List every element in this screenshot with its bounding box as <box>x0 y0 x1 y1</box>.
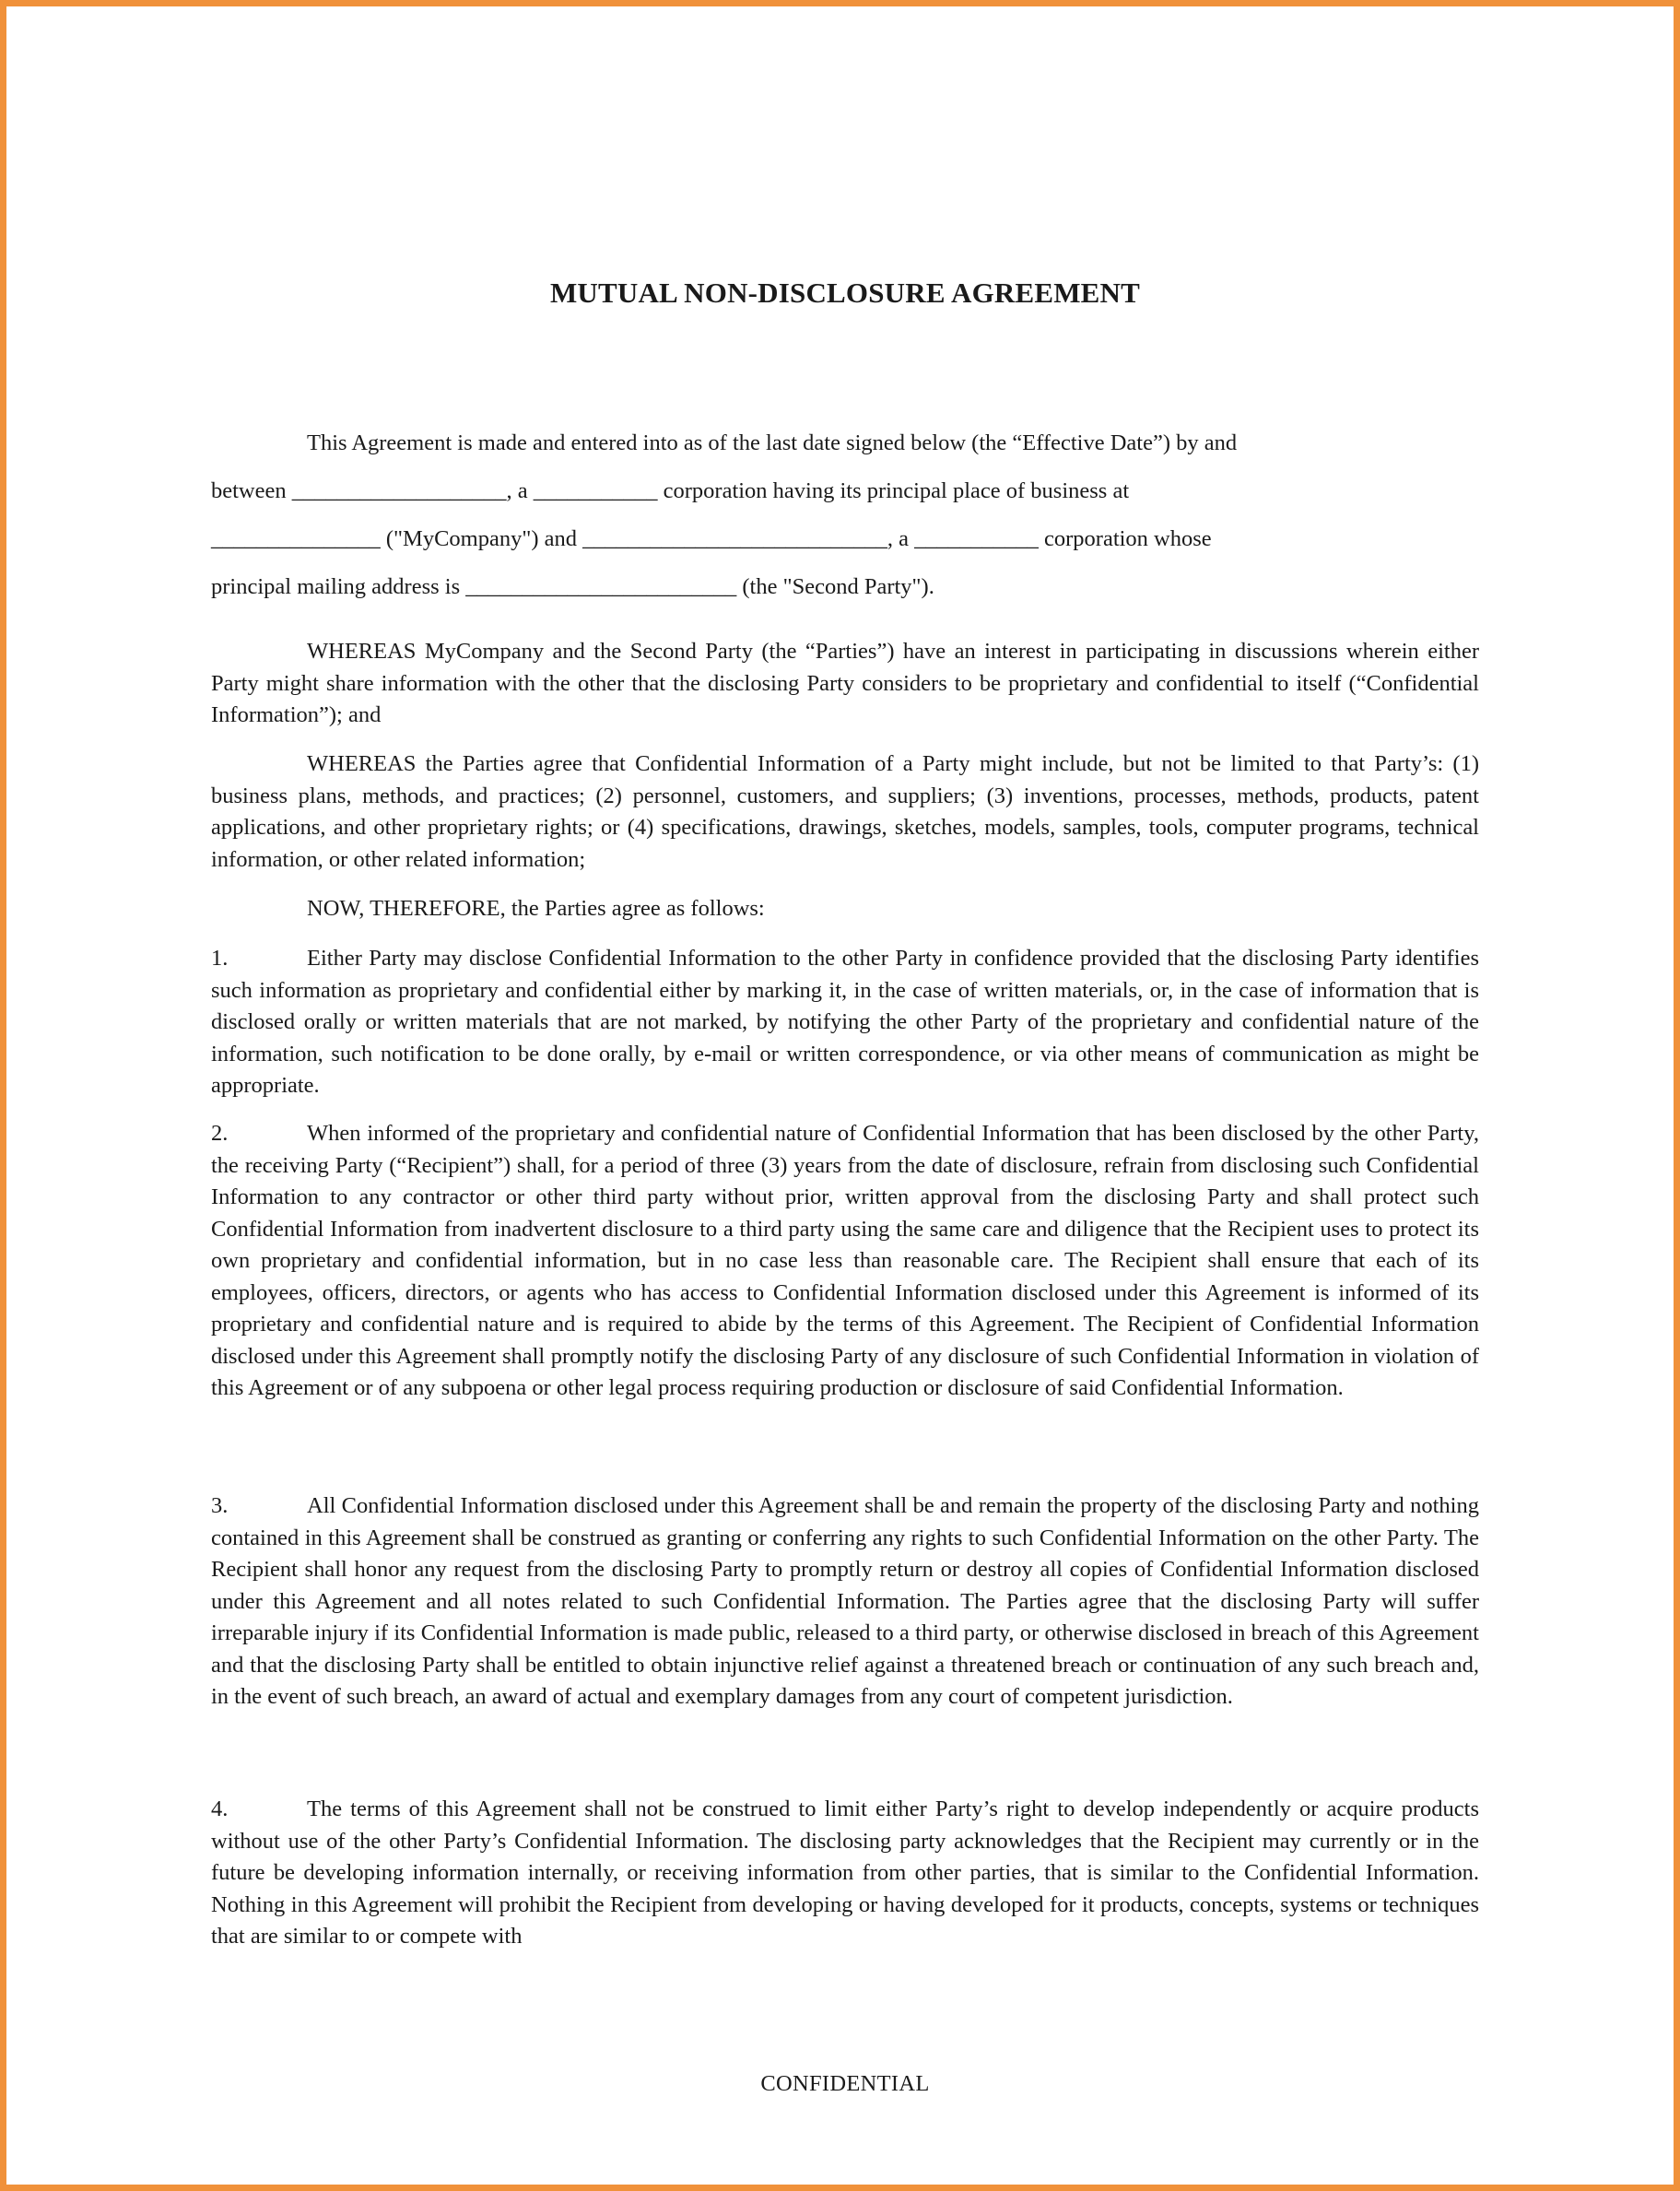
section-number: 1. <box>211 946 229 971</box>
section-text: All Confidential Information disclosed under this Agreement shall be and remain the property of the disclosing Party and nothing contained in this Agreement shall be construed as granting or conferring any rights to such Confidential Information on the other Party. The Recipient shall honor any request from the disclosing Party to promptly return or destroy all copies of Confidential Information disclosed under this Agreement and all notes related to such Confidential Information. The Parties agree that the disclosing Party will suffer irreparable injury if its Confidential Information is made public, released to a third party, or otherwise disclosed in breach of this Agreement and that the disclosing Party shall be entitled to obtain injunctive relief against a threatened breach or continuation of any such breach and, in the event of such breach, an award of actual and exemplary damages from any court of competent jurisdiction. <box>211 1493 1479 1709</box>
section-3 <box>211 1490 1479 1714</box>
section-text: Either Party may disclose Confidential Information to the other Party in confidence provided that the disclosing Party identifies such information as proprietary and confidential either by marking it, in the case of written materials, or, in the case of information that is disclosed orally or written materials that are not marked, by notifying the other Party of the proprietary and confidential nature of the information, such notification to be done orally, by e-mail or written correspondence, or via other means of communication as might be appropriate. <box>211 946 1479 1098</box>
intro-line-4: principal mailing address is ________________________ (the "Second Party"). <box>211 574 934 599</box>
intro-line-1: This Agreement is made and entered into as of the last date signed below (the “Effective Date”) by and <box>307 430 1238 455</box>
document-title: MUTUAL NON-DISCLOSURE AGREEMENT <box>549 277 1141 309</box>
page-footer: CONFIDENTIAL <box>760 2071 930 2096</box>
section-2 <box>211 1118 1479 1405</box>
section-1 <box>211 943 1479 1102</box>
now-therefore-clause: NOW, THEREFORE, the Parties agree as follows: <box>307 896 765 921</box>
section-number: 2. <box>211 1121 229 1146</box>
section-4 <box>211 1794 1479 1953</box>
section-number: 3. <box>211 1493 229 1518</box>
whereas-clause-2: WHEREAS the Parties agree that Confidential Information of a Party might include, but not be limited to that Party’s: (1) business plans, methods, and practices; (2) personnel, customers, and suppliers; (3) inventions, processes, methods, products, patent applications, and other proprietary rights; or (4) specifications, drawings, sketches, models, samples, tools, computer programs, technical information, or other related information; <box>211 751 1479 872</box>
intro-line-2: between ___________________, a ___________ corporation having its principal place of business at <box>211 478 1130 503</box>
whereas-clause-1: WHEREAS MyCompany and the Second Party (the “Parties”) have an interest in participating in discussions wherein either Party might share information with the other that the disclosing Party considers to be proprietary and confidential to itself (“Confidential Information”); and <box>211 639 1479 727</box>
section-number: 4. <box>211 1796 229 1821</box>
section-text: When informed of the proprietary and confidential nature of Confidential Information that has been disclosed by the other Party, the receiving Party (“Recipient”) shall, for a period of three (3) years from the date of disclosure, refrain from disclosing such Confidential Information to any contractor or other third party without prior, written approval from the disclosing Party and shall protect such Confidential Information from inadvertent disclosure to a third party using the same care and diligence that the Recipient uses to protect its own proprietary and confidential information, but in no case less than reasonable care. The Recipient shall ensure that each of its employees, officers, directors, or agents who has access to Confidential Information disclosed under this Agreement is informed of its proprietary and confidential nature and is required to abide by the terms of this Agreement. The Recipient of Confidential Information disclosed under this Agreement shall promptly notify the disclosing Party of any disclosure of such Confidential Information in violation of this Agreement or of any subpoena or other legal process requiring production or disclosure of said Confidential Information. <box>211 1121 1479 1400</box>
intro-line-3: _______________ ("MyCompany") and ___________________________, a ___________ corporation whose <box>211 526 1212 551</box>
section-text: The terms of this Agreement shall not be construed to limit either Party’s right to develop independently or acquire products without use of the other Party’s Confidential Information. The disclosing party acknowledges that the Recipient may currently or in the future be developing information internally, or receiving information from other parties, that is similar to the Confidential Information. Nothing in this Agreement will prohibit the Recipient from developing or having developed for it products, concepts, systems or techniques that are similar to or compete with <box>211 1796 1479 1949</box>
